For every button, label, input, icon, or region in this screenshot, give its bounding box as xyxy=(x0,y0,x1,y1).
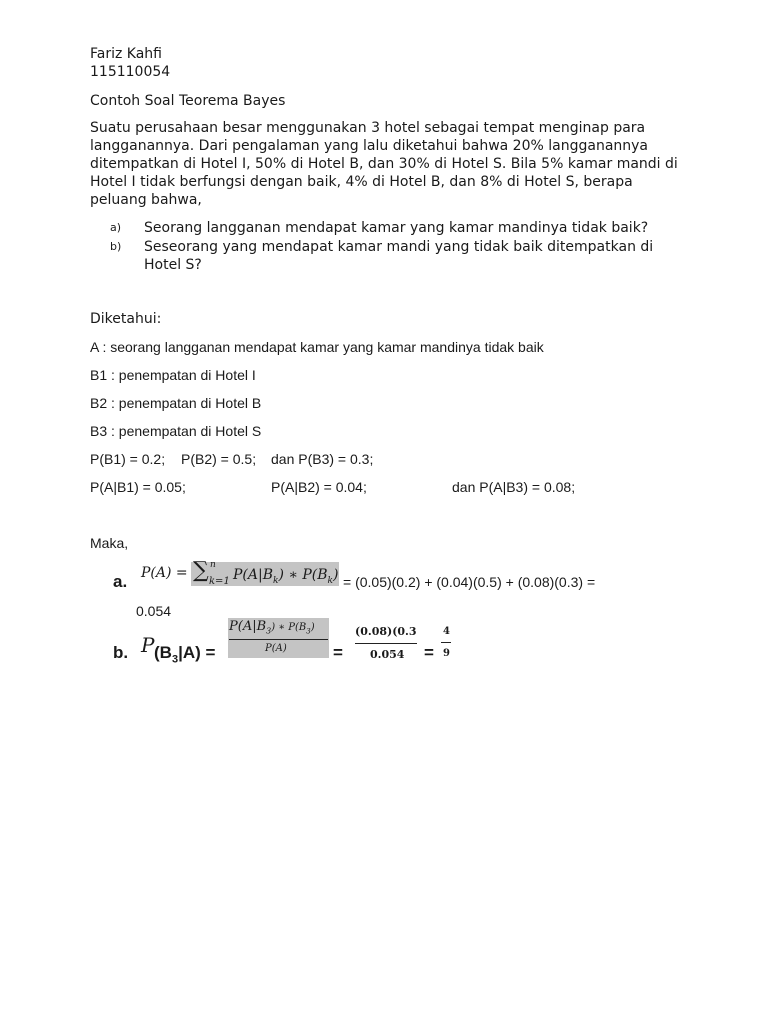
fraction-bar xyxy=(229,639,328,640)
list-item xyxy=(110,219,670,237)
author-name: Fariz Kahfi xyxy=(90,46,162,62)
part-a-expansion: = (0.05)(0.2) + (0.04)(0.5) + (0.08)(0.3) = xyxy=(343,574,596,590)
likelihood-b1: P(A|B1) = 0.05; xyxy=(90,479,186,495)
likelihood-b2: P(A|B2) = 0.04; xyxy=(271,479,367,495)
problem-paragraph: Suatu perusahaan besar menggunakan 3 hotel sebagai tempat menginap para langganannya. Dari pengalaman yang lalu diketahui bahwa 20% langganannya ditempatkan di Hotel I, 50% di Hotel B, dan 30% di Hotel S. Bila 5% kamar mandi di Hotel I tidak berfungsi dengan baik, 4% di Hotel B, dan 8% di Hotel S, berapa peluang bahwa, xyxy=(90,120,678,208)
list-item xyxy=(110,238,670,274)
part-a-label: a. xyxy=(113,572,128,591)
bayes-numerator: $P(A|B_3)$ ∗ $P(B_3)$ xyxy=(229,619,315,636)
question-text: Seorang langganan mendapat kamar yang kamar mandinya tidak baik? xyxy=(144,220,649,236)
list-marker: b) xyxy=(110,240,122,253)
probability-symbol: P xyxy=(141,633,155,657)
part-b-label: b. xyxy=(113,643,129,662)
prior-b2: P(B2) = 0.5; xyxy=(181,451,257,467)
definition-line: B3 : penempatan di Hotel S xyxy=(90,423,262,439)
prior-b3: dan P(B3) = 0.3; xyxy=(271,451,374,467)
equals-sign: = xyxy=(424,643,434,662)
definition-line: A : seorang langganan mendapat kamar yang kamar mandinya tidak baik xyxy=(90,339,544,355)
sum-lower-bound: k=1 xyxy=(209,576,230,587)
result-denominator: 9 xyxy=(443,648,450,659)
solution-heading: Maka, xyxy=(90,535,129,551)
computed-numerator: (0.08)(0.3 xyxy=(355,625,417,638)
likelihood-b3: dan P(A|B3) = 0.08; xyxy=(452,479,576,495)
part-b-lhs: $(B_3|A)$ = xyxy=(154,643,216,666)
sum-upper-bound: n xyxy=(210,560,216,570)
fraction-bar xyxy=(441,642,451,643)
list-marker: a) xyxy=(110,221,122,234)
known-heading: Diketahui: xyxy=(90,311,162,327)
result-numerator: 4 xyxy=(443,626,450,637)
fraction-bar xyxy=(355,643,417,644)
prior-b1: P(B1) = 0.2; xyxy=(90,451,166,467)
question-text: Seseorang yang mendapat kamar mandi yang tidak baik ditempatkan di Hotel S? xyxy=(144,239,654,273)
document-title: Contoh Soal Teorema Bayes xyxy=(90,93,286,109)
part-a-lhs: P(A) = xyxy=(141,565,188,581)
bayes-denominator: P(A) xyxy=(265,643,287,654)
student-id: 115110054 xyxy=(90,64,171,80)
sum-term: $P(A|B_k)$ ∗ $P(B_k)$ xyxy=(233,567,339,586)
question-list xyxy=(110,219,670,275)
equals-sign: = xyxy=(333,643,343,662)
part-a-result: 0.054 xyxy=(136,603,172,619)
computed-denominator: 0.054 xyxy=(370,648,405,661)
sum-symbol: ∑ xyxy=(193,558,209,583)
definition-line: B1 : penempatan di Hotel I xyxy=(90,367,256,383)
definition-line: B2 : penempatan di Hotel B xyxy=(90,395,262,411)
